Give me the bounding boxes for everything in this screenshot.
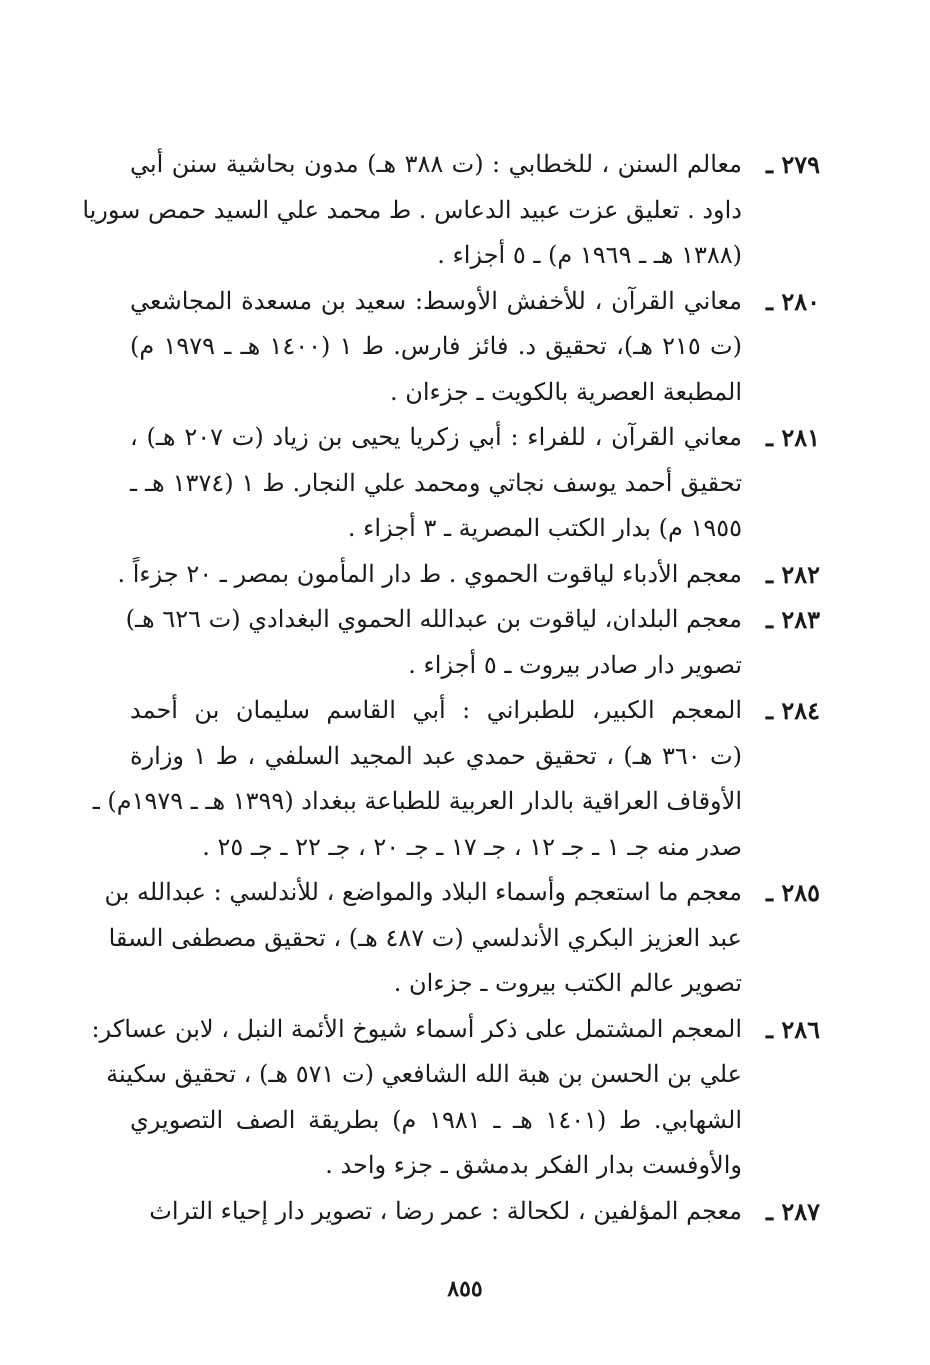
entry-text-line: داود . تعليق عزت عبيد الدعاس . ط محمد علي السيد حمص سوريا: [82, 195, 742, 224]
entry-text-line: تصوير دار صادر بيروت ـ ٥ أجزاء .: [408, 650, 742, 679]
entry-text-line: المطبعة العصرية بالكويت ـ جزءان .: [389, 377, 742, 406]
entry-number: ٢٨٦ ـ: [765, 1014, 820, 1044]
bibliography-entry: [130, 279, 820, 416]
entry-text-line: معجم ما استعجم وأسماء البلاد والمواضع ، للأندلسي : عبدالله بن: [104, 878, 742, 906]
bibliography-list: [82, 142, 820, 1234]
entry-text-line: ١٩٥٥ م) بدار الكتب المصرية ـ ٣ أجزاء .: [347, 514, 742, 542]
entry-text-line: معجم الأدباء لياقوت الحموي . ط دار المأمون بمصر ـ ٢٠ جزءاً .: [117, 559, 742, 588]
entry-text-line: معالم السنن ، للخطابي : (ت ٣٨٨ هـ) مدون بحاشية سنن أبي: [130, 150, 742, 178]
bibliography-entry: [92, 688, 820, 870]
entry-text-line: الأوقاف العراقية بالدار العربية للطباعة ببغداد (١٣٩٩ هـ ـ ١٩٧٩م) ـ: [92, 787, 742, 815]
entry-text-line: (١٣٨٨ هـ ـ ١٩٦٩ م) ـ ٥ أجزاء .: [437, 241, 742, 269]
entry-number: ٢٨٥ ـ: [765, 878, 820, 907]
entry-number: ٢٨١ ـ: [765, 423, 820, 452]
entry-text-line: معجم البلدان، لياقوت بن عبدالله الحموي البغدادي (ت ٦٢٦ هـ): [125, 605, 742, 633]
bibliography-entry: [117, 552, 820, 598]
entry-text-line: تصوير عالم الكتب بيروت ـ جزءان .: [393, 969, 742, 997]
entry-number: ٢٨٤ ـ: [765, 696, 820, 725]
entry-text-line: المعجم المشتمل على ذكر أسماء شيوخ الأئمة النبل ، لابن عساكر:: [91, 1014, 742, 1043]
entry-text-line: صدر منه جـ ١ ـ جـ ١٢ ، جـ ١٧ ـ جـ ٢٠ ، جـ ٢٢ ـ جـ ٢٥ .: [202, 832, 742, 861]
bibliography-entry: [91, 1007, 820, 1189]
entry-text-line: معاني القرآن ، للفراء : أبي زكريا يحيى بن زياد (ت ٢٠٧ هـ) ،: [130, 423, 742, 451]
entry-text-line: (ت ٣٦٠ هـ) ، تحقيق حمدي عبد المجيد السلفي ، ط ١ وزارة: [130, 741, 743, 770]
entry-number: ٢٧٩ ـ: [765, 150, 820, 179]
entry-text-line: الشهابي. ط (١٤٠١ هـ ـ ١٩٨١ م) بطريقة الصف التصويري: [130, 1105, 743, 1134]
entry-text-line: والأوفست بدار الفكر بدمشق ـ جزء واحد .: [325, 1151, 742, 1179]
entry-text-line: معاني القرآن ، للأخفش الأوسط: سعيد بن مسعدة المجاشعي: [130, 286, 742, 315]
page-number: ٨٥٥: [447, 1276, 483, 1302]
entry-text-line: تحقيق أحمد يوسف نجاتي ومحمد علي النجار. ط ١ (١٣٧٤ هـ ـ: [130, 468, 742, 497]
bibliography-entry: [130, 1189, 820, 1235]
bibliography-entry: [82, 142, 820, 279]
entry-number: ٢٨٠ ـ: [765, 286, 820, 316]
entry-number: ٢٨٢ ـ: [765, 559, 820, 589]
entry-text-line: (ت ٢١٥ هـ)، تحقيق د. فائز فارس. ط ١ (١٤٠٠ هـ ـ ١٩٧٩ م): [130, 332, 742, 360]
entry-text-line: معجم المؤلفين ، لكحالة : عمر رضا ، تصوير دار إحياء التراث: [149, 1196, 742, 1225]
bibliography-entry: [125, 597, 820, 688]
entry-text-line: علي بن الحسن بن هبة الله الشافعي (ت ٥٧١ هـ) ، تحقيق سكينة: [106, 1060, 742, 1088]
entry-number: ٢٨٣ ـ: [765, 605, 820, 634]
entry-text-line: المعجم الكبير، للطبراني : أبي القاسم سليمان بن أحمد: [130, 696, 742, 724]
bibliography-entry: [130, 415, 820, 552]
entry-text-line: عبد العزيز البكري الأندلسي (ت ٤٨٧ هـ) ، تحقيق مصطفى السقا: [108, 923, 742, 952]
bibliography-entry: [104, 870, 820, 1007]
entry-number: ٢٨٧ ـ: [765, 1196, 820, 1226]
